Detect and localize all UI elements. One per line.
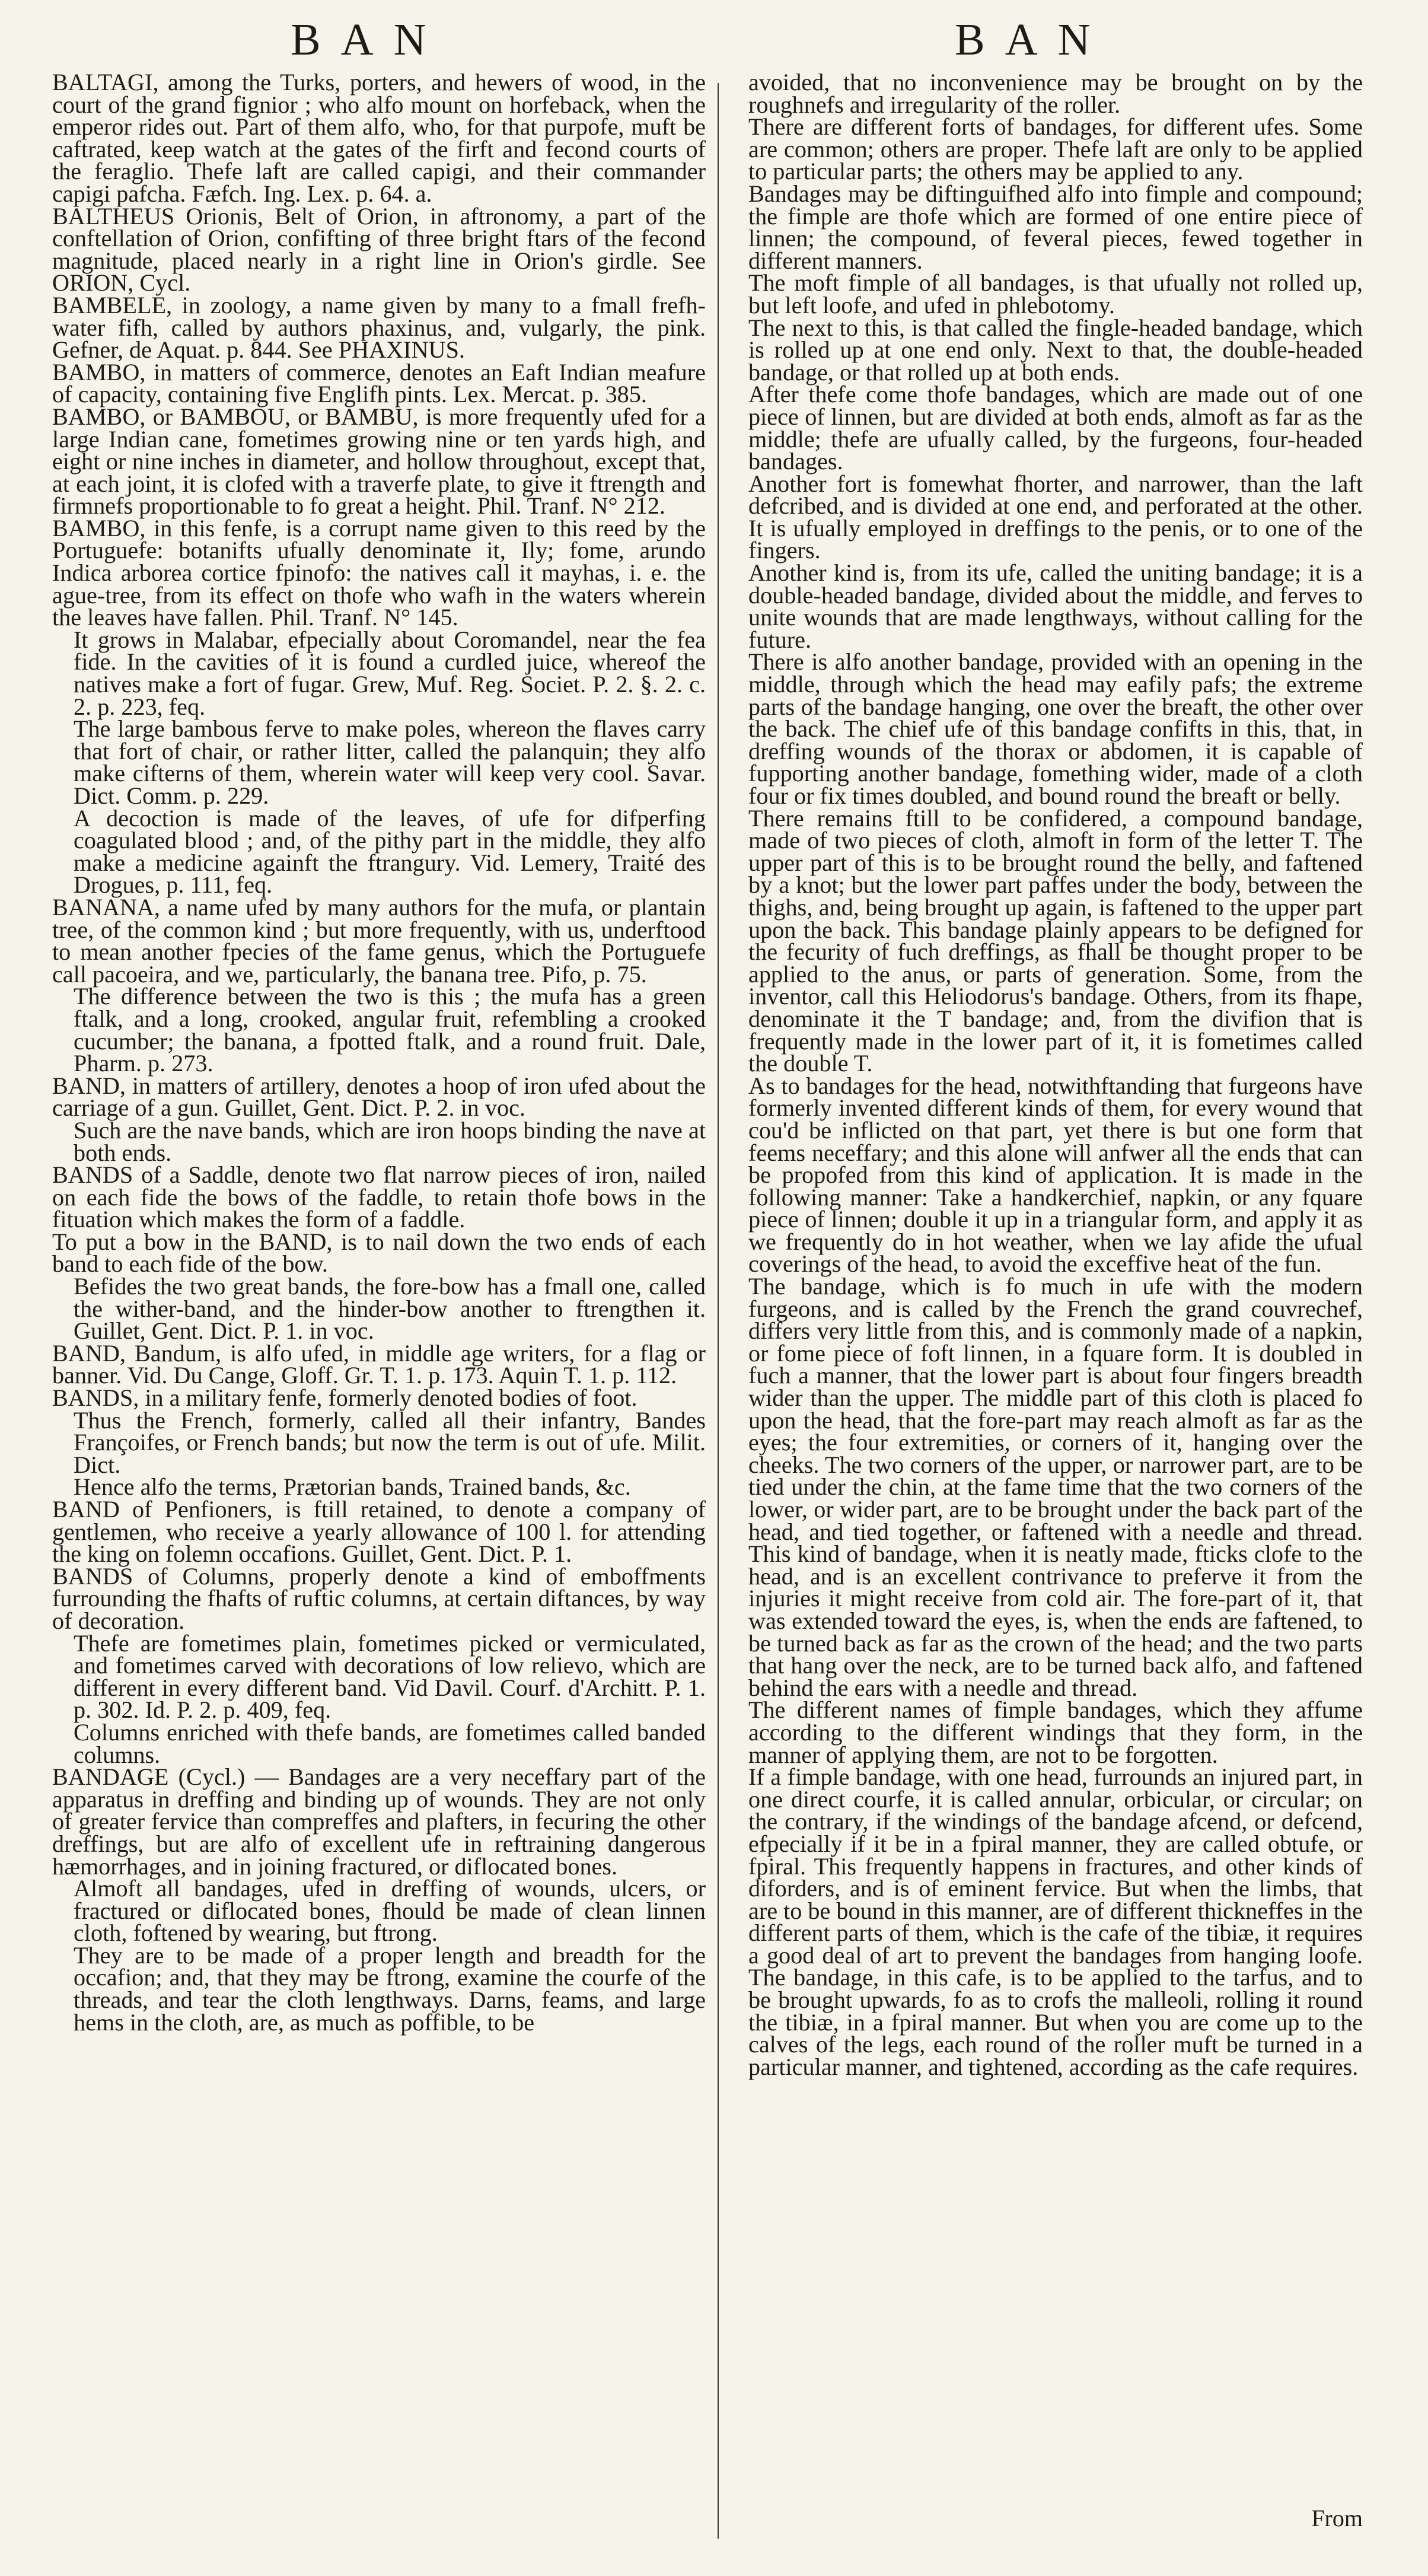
entry-paragraph: Thefe are fometimes plain, fometimes picked or vermiculated, and fometimes carved with decorations of low relievo, which are different in every different band. Vid Davil. Courf. d'Architt. P. 1. p. 302. Id. P. 2. p. 409, feq. (74, 1629, 706, 1724)
entry-paragraph: BANDAGE (Cycl.) — Bandages are a very neceffary part of the apparatus in dreffing and binding up of wounds. They are not only of greater fervice than compreffes and plafters, in fecuring the other dreffings, but are alfo of excellent ufe in reftraining dangerous hæmorrhages, and in joining fractured, or diflocated bones. (52, 1763, 706, 1880)
entry-paragraph: BANANA, a name ufed by many authors for the mufa, or plantain tree, of the common kind ; but more frequently, with us, underftood to mean another fpecies of the fame genus, which the Portuguefe call pacoeira, and we, particularly, the banana tree. Pifo, p. 75. (52, 893, 706, 988)
entry-paragraph: There is alfo another bandage, provided with an opening in the middle, through which the head may eafily pafs; the extreme parts of the bandage hanging, one over the breaft, the other over the back. The chief ufe of this bandage confifts in this, that, in dreffing wounds of the thorax or abdomen, it is capable of fupporting another bandage, fomething wider, made of a cloth four or fix times doubled, and bound round the breaft or belly. (748, 648, 1363, 809)
entry-paragraph: A decoction is made of the leaves, of ufe for difperfing coagulated blood ; and, of the pithy part in the middle, they alfo make a medicine againft the ftrangury. Vid. Lemery, Traité des Drogues, p. 111, feq. (74, 804, 706, 899)
entry-paragraph: Another fort is fomewhat fhorter, and narrower, than the laft defcribed, and is divided at one end, and perforated at the other. It is ufually employed in dreffings to the penis, or to one of the fingers. (748, 470, 1363, 564)
entry-paragraph: BANDS of Columns, properly denote a kind of emboffments furrounding the fhafts of ruftic columns, at certain diftances, by way of decoration. (52, 1562, 706, 1634)
entry-paragraph: avoided, that no inconvenience may be brought on by the roughnefs and irregularity of the roller. (748, 69, 1363, 118)
entry-paragraph: After thefe come thofe bandages, which are made out of one piece of linnen, but are divided at both ends, almoft as far as the middle; thefe are ufually called, by the furgeons, four-headed bandages. (748, 381, 1363, 475)
entry-paragraph: BALTHEUS Orionis, Belt of Orion, in aftronomy, a part of the conftellation of Orion, confifting of three bright ftars of the fecond magnitude, placed nearly in a right line in Orion's girdle. See ORION, Cycl. (52, 202, 706, 297)
entry-paragraph: The different names of fimple bandages, which they affume according to the different windings that they form, in the manner of applying them, are not to be forgotten. (748, 1696, 1363, 1768)
entry-paragraph: Almoft all bandages, ufed in dreffing of wounds, ulcers, or fractured or diflocated bones, fhould be made of clean linnen cloth, foftened by wearing, but ftrong. (74, 1875, 706, 1947)
running-head-left: BAN (291, 15, 447, 65)
entry-paragraph: There remains ftill to be confidered, a compound bandage, made of two pieces of cloth, almoft in form of the letter T. The upper part of this is to be brought round the belly, and faftened by a knot; but the lower part paffes under the body, between the thighs, and, being brought up again, is faftened to the upper part upon the back. This bandage plainly appears to be defigned for the fecurity of fuch dreffings, as fhall be thought proper to be applied to the anus, or parts of generation. Some, from the inventor, call this Heliodorus's bandage. Others, from its fhape, denominate it the T bandage; and, from the divifion that is frequently made in the lower part of it, it is fometimes called the double T. (748, 804, 1363, 1077)
entry-paragraph: To put a bow in the BAND, is to nail down the two ends of each band to each fide of the bow. (52, 1228, 706, 1278)
entry-paragraph: They are to be made of a proper length and breadth for the occafion; and, that they may be ftrong, examine the courfe of the threads, and tear the cloth lengthways. Darns, feams, and large hems in the cloth, are, as much as poffible, to be (74, 1941, 706, 2036)
catchword: From (1311, 2505, 1363, 2532)
entry-paragraph: The bandage, which is fo much in ufe with the modern furgeons, and is called by the French the grand couvrechef, differs very little from this, and is commonly made of a napkin, or fome piece of foft linnen, in a fquare form. It is doubled in fuch a manner, that the lower part is about four fingers breadth wider than the upper. The middle part of this cloth is placed fo upon the head, that the fore-part may reach almoft as far as the eyes; the four extremities, or corners of it, hanging over the cheeks. The two corners of the upper, or narrower part, are to be tied under the chin, at the fame time that the two corners of the lower, or wider part, are to be brought under the back part of the head, and tied together, or faftened with a needle and thread. This kind of bandage, when it is neatly made, fticks clofe to the head, and is an excellent contrivance to preferve it from the injuries it might receive from cold air. The fore-part of it, that was extended toward the eyes, is, when the ends are faftened, to be turned back as far as the crown of the head; and the two parts that hang over the neck, are to be turned back alfo, and faftened behind the ears with a needle and thread. (748, 1273, 1363, 1701)
entry-paragraph: BAMBO, in this fenfe, is a corrupt name given to this reed by the Portuguefe: botanifts ufually denominate it, Ily; fome, arundo Indica arborea cortice fpinofo: the natives call it mayhas, i. e. the ague-tree, from its effect on thofe who wafh in the waters wherein the leaves have fallen. Phil. Tranf. N° 145. (52, 514, 706, 631)
entry-paragraph: BAND, in matters of artillery, denotes a hoop of iron ufed about the carriage of a gun. Guillet, Gent. Dict. P. 2. in voc. (52, 1072, 706, 1122)
entry-paragraph: BAMBELE, in zoology, a name given by many to a fmall frefh-water fifh, called by authors phaxinus, and, vulgarly, the pink. Gefner, de Aquat. p. 844. See PHAXINUS. (52, 291, 706, 364)
entry-paragraph: The next to this, is that called the fingle-headed bandage, which is rolled up at one end only. Next to that, the double-headed bandage, or that rolled up at both ends. (748, 314, 1363, 386)
entry-paragraph: BANDS of a Saddle, denote two flat narrow pieces of iron, nailed on each fide the bows of the faddle, to retain thofe bows in the fituation which makes the form of a faddle. (52, 1161, 706, 1233)
entry-paragraph: Thus the French, formerly, called all their infantry, Bandes Françoifes, or French bands; but now the term is out of ufe. Milit. Dict. (74, 1406, 706, 1478)
entry-paragraph: Bandages may be diftinguifhed alfo into fimple and compound; the fimple are thofe which are formed of one entire piece of linnen; the compound, of feveral pieces, fewed together in different manners. (748, 180, 1363, 274)
entry-paragraph: There are different forts of bandages, for different ufes. Some are common; others are proper. Thefe laft are only to be applied to particular parts; the others may be applied to any. (748, 113, 1363, 185)
entry-paragraph: Befides the two great bands, the fore-bow has a fmall one, called the wither-band, and the hinder-bow another to ftrengthen it. Guillet, Gent. Dict. P. 1. in voc. (74, 1273, 706, 1345)
entry-paragraph: The large bambous ferve to make poles, whereon the flaves carry that fort of chair, or rather litter, called the palanquin; they alfo make cifterns of them, wherein water will keep very cool. Savar. Dict. Comm. p. 229. (74, 715, 706, 809)
right-column (748, 71, 1363, 2078)
entry-paragraph: Such are the nave bands, which are iron hoops binding the nave at both ends. (74, 1116, 706, 1166)
entry-paragraph: BANDS, in a military fenfe, formerly denoted bodies of foot. (52, 1384, 638, 1412)
entry-paragraph: If a fimple bandage, with one head, furrounds an injured part, in one direct courfe, it is called annular, orbicular, or circular; on the contrary, if the windings of the bandage afcend, or defcend, efpecially if it be in a fpiral manner, they are called obtufe, or fpiral. This frequently happens in fractures, and other kinds of diforders, and is of eminent fervice. But when the limbs, that are to be bound in this manner, are of different thickneffes in the different parts of them, which is the cafe of the tibiæ, it requires a good deal of art to prevent the bandages from hanging loofe. The bandage, in this cafe, is to be applied to the tarfus, and to be brought upwards, fo as to crofs the malleoli, rolling it round the tibiæ, in a fpiral manner. But when you are come up to the calves of the legs, each round of the roller muft be turned in a particular manner, and tightened, according as the cafe requires. (748, 1763, 1363, 2080)
column-divider (718, 83, 719, 2539)
running-head-right: BAN (955, 15, 1111, 65)
entry-paragraph: The moft fimple of all bandages, is that ufually not rolled up, but left loofe, and ufed in phlebotomy. (748, 269, 1363, 319)
entry-paragraph: BAND, Bandum, is alfo ufed, in middle age writers, for a flag or banner. Vid. Du Cange, Gloff. Gr. T. 1. p. 173. Aquin T. 1. p. 112. (52, 1339, 706, 1389)
left-column (52, 69, 706, 2036)
entry-paragraph: As to bandages for the head, notwithftanding that furgeons have formerly invented different kinds of them, for every wound that cou'd be inflicted on that part, yet there is but one form that feems neceffary; and this alone will anfwer all the ends that can be propofed from this kind of application. It is made in the following manner: Take a handkerchief, napkin, or any fquare piece of linnen; double it up in a triangular form, and apply it as we frequently do in hot weather, when we lay afide the ufual coverings of the head, to avoid the exceffive heat of the fun. (748, 1072, 1363, 1278)
entry-paragraph: BAND of Penfioners, is ftill retained, to denote a company of gentlemen, who receive a yearly allowance of 100 l. for attending the king on folemn occafions. Guillet, Gent. Dict. P. 1. (52, 1496, 706, 1568)
entry-paragraph: BALTAGI, among the Turks, porters, and hewers of wood, in the court of the grand fignior ; who alfo mount on horfeback, when the emperor rides out. Part of them alfo, who, for that purpofe, muft be caftrated, keep watch at the gates of the firft and fecond courts of the feraglio. Thefe laft are called capigi, and their commander capigi pafcha. Fæfch. Ing. Lex. p. 64. a. (52, 69, 706, 207)
entry-paragraph: The difference between the two is this ; the mufa has a green ftalk, and a long, crooked, angular fruit, refembling a crooked cucumber; the banana, a fpotted ftalk, and a round fruit. Dale, Pharm. p. 273. (74, 983, 706, 1077)
entry-paragraph: BAMBO, or BAMBOU, or BAMBU, is more frequently ufed for a large Indian cane, fometimes growing nine or ten yards high, and eight or nine inches in diameter, and hollow throughout, except that, at each joint, it is clofed with a traverfe plate, to give it ftrength and firmnefs proportionable to fo great a height. Phil. Tranf. N° 212. (52, 403, 706, 520)
entry-paragraph: BAMBO, in matters of commerce, denotes an Eaft Indian meafure of capacity, containing five Englifh pints. Lex. Mercat. p. 385. (52, 358, 706, 408)
entry-paragraph: Another kind is, from its ufe, called the uniting bandage; it is a double-headed bandage, divided about the middle, and ferves to unite wounds that are made lengthways, without calling for the future. (748, 559, 1363, 653)
entry-paragraph: Columns enriched with thefe bands, are fometimes called banded columns. (74, 1718, 706, 1768)
entry-paragraph: It grows in Malabar, efpecially about Coromandel, near the fea fide. In the cavities of it is found a curdled juice, whereof the natives make a fort of fugar. Grew, Muf. Reg. Societ. P. 2. §. 2. c. 2. p. 223, feq. (74, 626, 706, 720)
entry-paragraph: Hence alfo the terms, Prætorian bands, Trained bands, &c. (74, 1473, 631, 1501)
